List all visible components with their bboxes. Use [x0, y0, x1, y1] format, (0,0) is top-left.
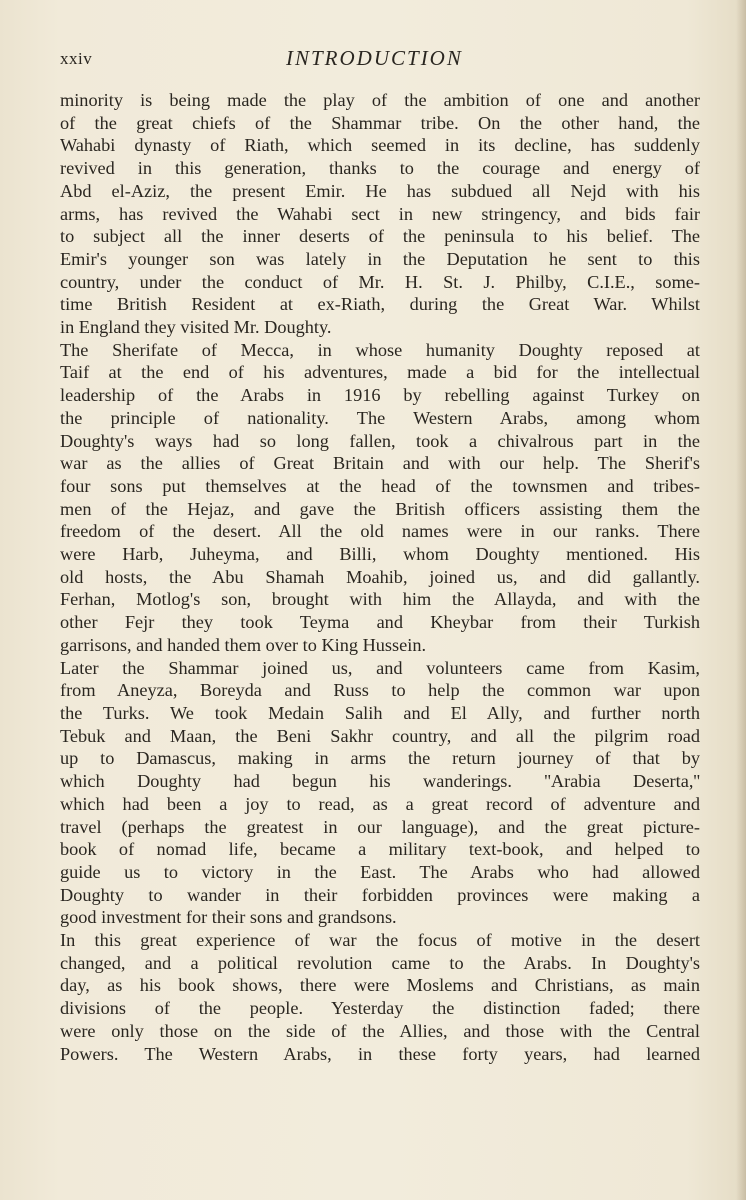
text-line: were only those on the side of the Allies, and those with the Central [60, 1020, 700, 1041]
text-line: travel (perhaps the greatest in our language), and the great picture- [60, 816, 700, 837]
text-line: Powers. The Western Arabs, in these forty years, had learned [60, 1043, 700, 1064]
running-head: INTRODUCTION [286, 46, 463, 70]
text-line: Doughty to wander in their forbidden provinces were making a [60, 884, 700, 905]
text-line: war as the allies of Great Britain and with our help. The Sherif's [60, 453, 700, 474]
page-header [60, 46, 700, 76]
text-line: Tebuk and Maan, the Beni Sakhr country, and all the pilgrim road [60, 725, 700, 746]
text-line: Emir's younger son was lately in the Deputation he sent to this [60, 248, 700, 269]
page-number: xxiv [60, 49, 93, 68]
text-line: good investment for their sons and grandsons. [60, 907, 397, 928]
text-line: four sons put themselves at the head of the townsmen and tribes- [60, 475, 700, 496]
text-line: garrisons, and handed them over to King Hussein. [60, 634, 427, 655]
text-line: which had been a joy to read, as a great record of adventure and [60, 793, 700, 814]
text-line: changed, and a political revolution came to the Arabs. In Doughty's [60, 952, 700, 973]
text-line: the principle of nationality. The Western Arabs, among whom [60, 407, 700, 428]
text-line: were Harb, Juheyma, and Billi, whom Doughty mentioned. His [60, 544, 700, 565]
paragraph-start-line: In this great experience of war the focus of motive in the desert [60, 930, 700, 951]
text-line: revived in this generation, thanks to the courage and energy of [60, 158, 700, 179]
text-line: up to Damascus, making in arms the return journey of that by [60, 748, 700, 769]
text-line: book of nomad life, became a military text-book, and helped to [60, 839, 700, 860]
body-text [60, 89, 700, 1065]
text-line: of the great chiefs of the Shammar tribe. On the other hand, the [60, 112, 700, 133]
text-line: leadership of the Arabs in 1916 by rebelling against Turkey on [60, 385, 700, 406]
text-line: Taif at the end of his adventures, made a bid for the intellectual [60, 362, 700, 383]
paragraph-start-line: Later the Shammar joined us, and volunteers came from Kasim, [60, 657, 700, 678]
text-line: divisions of the people. Yesterday the distinction faded; there [60, 998, 700, 1019]
text-line: Abd el-Aziz, the present Emir. He has subdued all Nejd with his [60, 180, 700, 201]
text-line: old hosts, the Abu Shamah Moahib, joined us, and did gallantly. [60, 566, 700, 587]
text-line: day, as his book shows, there were Moslems and Christians, as main [60, 975, 700, 996]
paragraph-start-line: The Sherifate of Mecca, in whose humanity Doughty reposed at [60, 339, 700, 360]
text-line: time British Resident at ex-Riath, during the Great War. Whilst [60, 294, 700, 315]
text-line: which Doughty had begun his wanderings. ''Arabia Deserta,'' [60, 771, 700, 792]
text-line: freedom of the desert. All the old names were in our ranks. There [60, 521, 700, 542]
text-line: minority is being made the play of the ambition of one and another [60, 90, 700, 110]
text-line: Doughty's ways had so long fallen, took a chivalrous part in the [60, 430, 700, 451]
text-line: country, under the conduct of Mr. H. St. J. Philby, C.I.E., some- [60, 271, 700, 292]
text-line: arms, has revived the Wahabi sect in new stringency, and bids fair [60, 203, 700, 224]
text-line: from Aneyza, Boreyda and Russ to help the common war upon [60, 680, 700, 701]
page-edge-shadow [736, 0, 746, 1200]
text-line: to subject all the inner deserts of the peninsula to his belief. The [60, 226, 700, 247]
text-line: in England they visited Mr. Doughty. [60, 317, 332, 338]
text-line: other Fejr they took Teyma and Kheybar from their Turkish [60, 612, 700, 633]
text-line: Ferhan, Motlog's son, brought with him the Allayda, and with the [60, 589, 700, 610]
text-line: the Turks. We took Medain Salih and El Ally, and further north [60, 702, 700, 723]
text-line: men of the Hejaz, and gave the British officers assisting them the [60, 498, 700, 519]
text-line: Wahabi dynasty of Riath, which seemed in its decline, has suddenly [60, 135, 700, 156]
text-line: guide us to victory in the East. The Arabs who had allowed [60, 861, 700, 882]
